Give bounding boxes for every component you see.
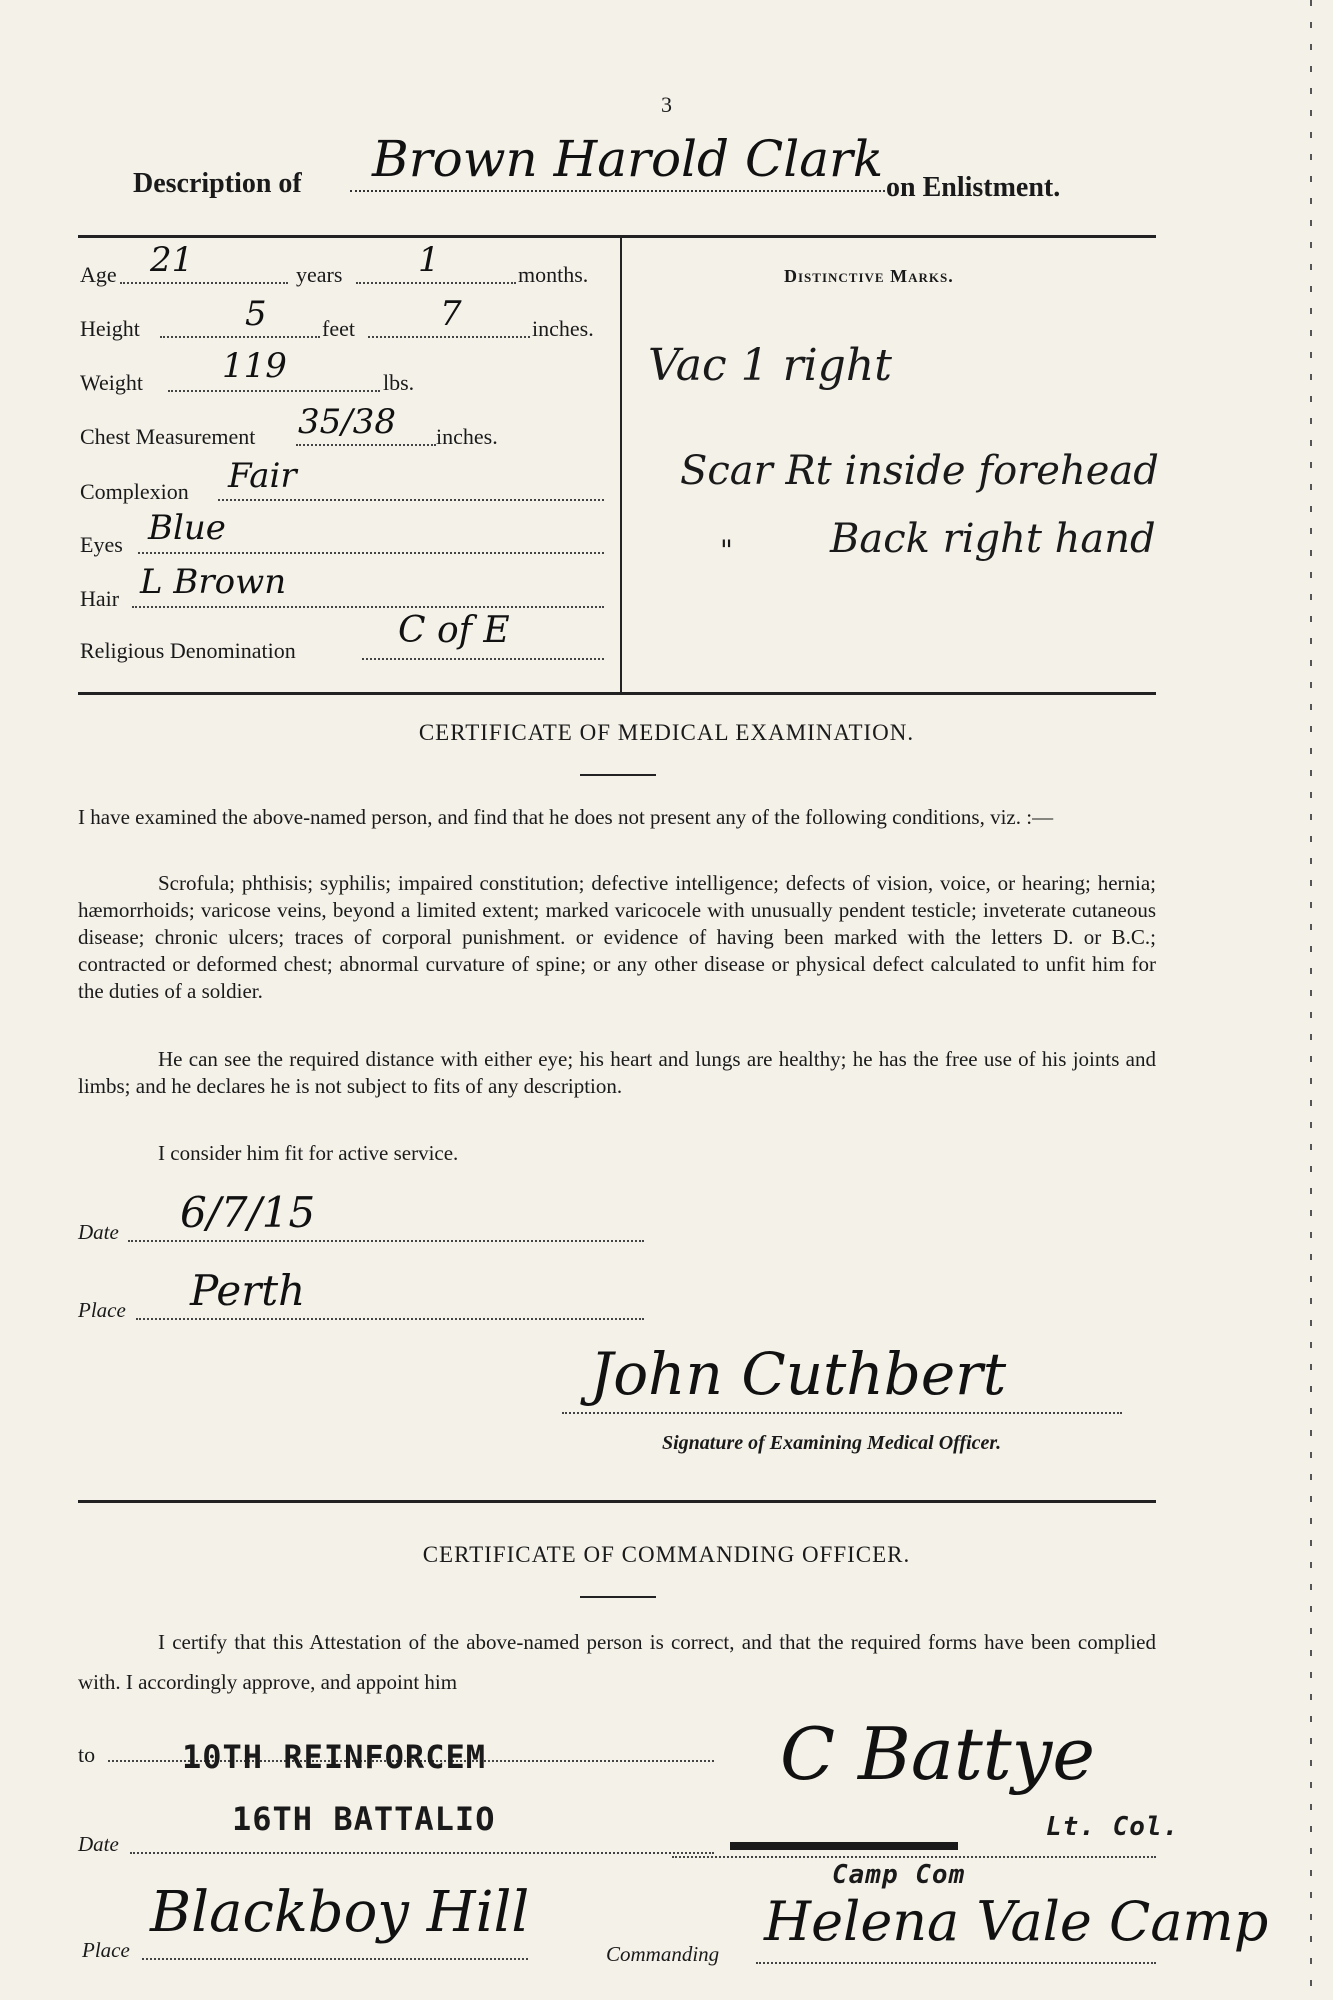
chest-label: Chest Measurement: [80, 424, 256, 449]
weight-line: [168, 390, 380, 392]
commanding-place-value: Blackboy Hill: [150, 1880, 530, 1945]
religion-line: [362, 658, 604, 660]
eyes-line: [138, 552, 604, 554]
religion-label: Religious Denomination: [80, 638, 296, 663]
religion-value: C of E: [398, 610, 510, 651]
commanding-officer-signature-line: [672, 1856, 1156, 1858]
medical-place-line: [136, 1318, 644, 1320]
medical-para-1: I have examined the above-named person, and find that he does not present any of the following conditions, viz. :—: [78, 805, 1054, 829]
complexion-value: Fair: [228, 456, 297, 496]
height-feet-line: [160, 336, 320, 338]
medical-date-line: [128, 1240, 644, 1242]
eyes-label: Eyes: [80, 532, 123, 557]
medical-place-value: Perth: [190, 1266, 306, 1315]
chest-line: [296, 444, 436, 446]
height-feet-value: 5: [245, 294, 267, 334]
commanding-para: I certify that this Attestation of the above-named person is correct, and that the required forms have been complied with. I accordingly approve, and appoint him: [78, 1630, 1156, 1694]
commanding-line: [756, 1962, 1156, 1964]
age-years-value: 21: [150, 240, 194, 280]
lbs-label: lbs.: [383, 370, 415, 395]
commanding-value: Helena Vale Camp: [764, 1890, 1269, 1953]
distinctive-mark-3-prefix: ": [720, 534, 733, 567]
page-edge-mark: [1310, 0, 1312, 2000]
medical-officer-signature: John Cuthbert: [590, 1340, 1007, 1408]
medical-date-value: 6/7/15: [180, 1188, 316, 1237]
complexion-line: [218, 499, 604, 501]
medical-date-label: Date: [78, 1220, 119, 1244]
distinctive-mark-1: Vac 1 right: [648, 340, 892, 391]
signature-stamp-bar: [730, 1842, 958, 1850]
age-years-line: [120, 282, 288, 284]
distinctive-marks-title: Distinctive Marks.: [784, 266, 954, 286]
bottom-rule-description: [78, 692, 1156, 695]
height-inches-line: [368, 336, 530, 338]
medical-para-4: I consider him fit for active service.: [158, 1141, 459, 1165]
commanding-label: Commanding: [606, 1942, 720, 1966]
rank-stamp: Lt. Col.: [1046, 1812, 1180, 1842]
age-label: Age: [80, 262, 117, 287]
distinctive-mark-2: Scar Rt inside forehead: [680, 448, 1159, 494]
commanding-certificate-heading: CERTIFICATE OF COMMANDING OFFICER.: [422, 1542, 911, 1567]
chest-value: 35/38: [298, 402, 396, 442]
years-label: years: [296, 262, 343, 287]
weight-value: 119: [222, 346, 287, 386]
enlistee-name-handwritten: Brown Harold Clark: [372, 130, 884, 188]
chest-unit-label: inches.: [436, 424, 498, 449]
medical-bottom-rule: [78, 1500, 1156, 1503]
medical-place-label: Place: [78, 1298, 126, 1322]
hair-line: [132, 606, 604, 608]
inches-label: inches.: [532, 316, 594, 341]
age-months-value: 1: [418, 240, 440, 280]
medical-signature-label: Signature of Examining Medical Officer.: [662, 1432, 1002, 1454]
complexion-label: Complexion: [80, 479, 189, 504]
commanding-place-line: [142, 1958, 528, 1960]
medical-signature-line: [562, 1412, 1122, 1414]
height-inches-value: 7: [440, 294, 462, 334]
commanding-place-label: Place: [82, 1938, 130, 1962]
reinforcement-stamp-line-2: 16TH BATTALIO: [232, 1800, 496, 1838]
commanding-to-label: to: [78, 1742, 96, 1767]
commanding-heading-rule: [580, 1596, 656, 1598]
commanding-date-label: Date: [78, 1832, 119, 1856]
medical-para-3: He can see the required distance with either eye; his heart and lungs are healthy; he has the free use of his joints and limbs; and he declares he is not subject to fits of any description.: [78, 1047, 1156, 1098]
medical-certificate-heading: CERTIFICATE OF MEDICAL EXAMINATION.: [418, 720, 915, 745]
camp-commandant-stamp: Camp Com: [832, 1860, 966, 1890]
eyes-value: Blue: [148, 508, 226, 548]
page-number: 3: [661, 92, 672, 117]
commanding-officer-signature: C Battye: [780, 1712, 1095, 1796]
reinforcement-stamp-line-1: 10TH REINFORCEM: [182, 1738, 486, 1776]
commanding-date-line: [130, 1852, 714, 1854]
months-label: months.: [518, 262, 589, 287]
name-dotted-line: [350, 190, 885, 192]
hair-label: Hair: [80, 586, 120, 611]
hair-value: L Brown: [140, 562, 287, 602]
description-title-suffix: on Enlistment.: [886, 172, 1061, 203]
column-divider: [620, 237, 622, 692]
distinctive-mark-3: Back right hand: [830, 516, 1156, 562]
age-months-line: [356, 282, 516, 284]
feet-label: feet: [322, 316, 355, 341]
description-title-prefix: Description of: [133, 168, 302, 199]
medical-para-2: Scrofula; phthisis; syphilis; impaired constitution; defective intelligence; defects of vision, voice, or hearing; hernia; hæmorrhoids; varicose veins, beyond a limited extent; marked varicocele with unusually pendent testicle; inveterate cutaneous disease; chronic ulcers; traces of corporal punishment. or evidence of having been marked with the letters D. or B.C.; contracted or deformed chest; abnormal curvature of spine; or any other disease or physical defect calculated to unfit him for the duties of a soldier.: [78, 871, 1156, 1003]
height-label: Height: [80, 316, 140, 341]
medical-heading-rule: [580, 774, 656, 776]
top-rule: [78, 235, 1156, 238]
weight-label: Weight: [80, 370, 143, 395]
